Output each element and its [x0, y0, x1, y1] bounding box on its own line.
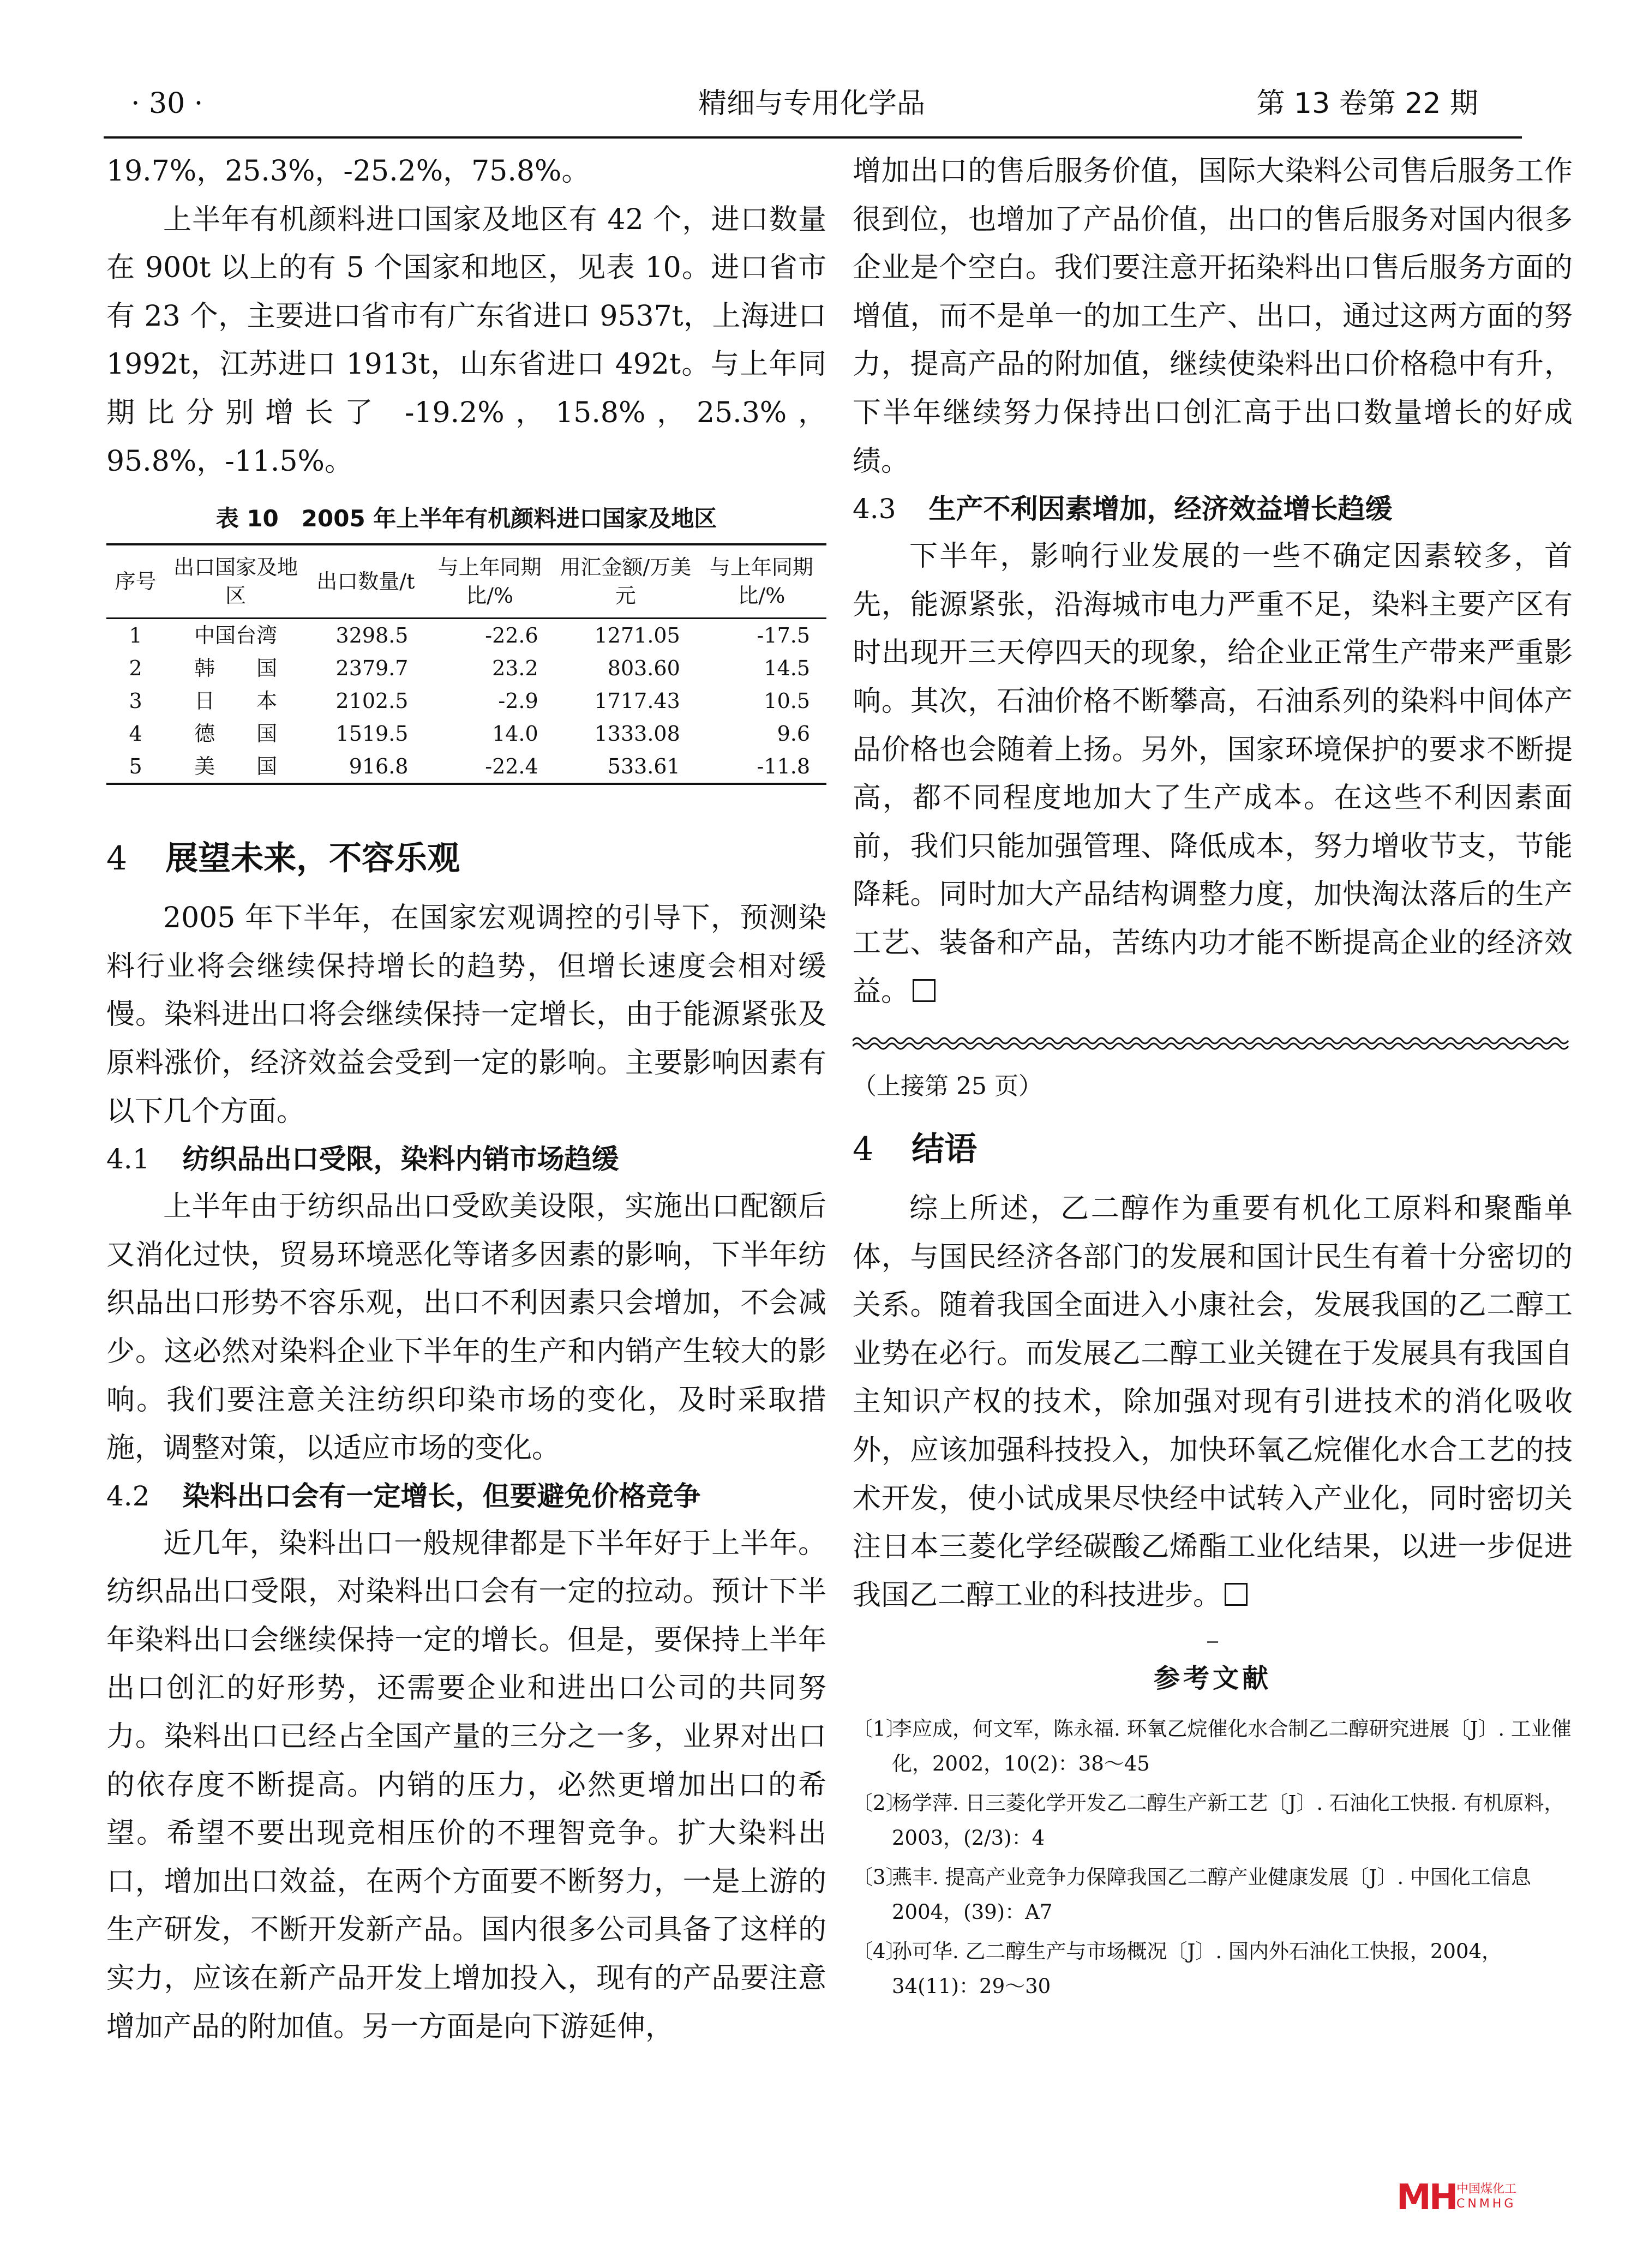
table-caption: 表 10 2005 年上半年有机颜料进口国家及地区 [215, 505, 717, 532]
table-cell: 10.5 [764, 689, 810, 713]
logo-mark: MH [1396, 2177, 1456, 2218]
table-cell: 日 本 [194, 689, 278, 713]
table-row [106, 717, 826, 750]
paragraph: 19.7%，25.3%，-25.2%，75.8%。 [106, 155, 590, 188]
reference-item [853, 1934, 1573, 2004]
table-header-cell: 出口数量/t [316, 569, 415, 594]
right-column [853, 147, 1573, 2008]
header-rule [104, 136, 1522, 139]
table-header-cell: 序号 [115, 569, 157, 594]
paragraph: 增加出口的售后服务价值，国际大染料公司售后服务工作很到位，也增加了产品价值，出口的售后服务对国内很多企业是个空白。我们要注意开拓染料出口售后服务方面的增值，而不是单一的加工生产、出口，通过这两方面的努力，提高产品的附加值，继续使染料出口价格稳中有升，下半年继续努力保持出口创汇高于出口数量增长的好成绩。 [853, 155, 1573, 478]
reference-text: 李应成，何文军，陈永福. 环氧乙烷催化水合制乙二醇研究进展〔J〕. 工业催化，2002，10(2)：38～45 [892, 1717, 1572, 1776]
table-header-cell: 与上年同期比/% [437, 555, 542, 608]
table-cell: 23.2 [492, 656, 538, 681]
continued-note: （上接第 25 页） [853, 1072, 1042, 1101]
page-header [104, 82, 1522, 125]
subsection-title: 生产不利因素增加，经济效益增长趋缓 [928, 493, 1393, 525]
table-header-cell: 与上年同期比/% [709, 555, 813, 608]
reference-item [853, 1712, 1573, 1781]
table-cell: 533.61 [607, 754, 680, 779]
table-row [106, 652, 826, 685]
reference-text: 孙可华. 乙二醇生产与市场概况〔J〕. 国内外石油化工快报，2004，34(11)：29～30 [892, 1940, 1502, 1999]
section-number: 4 [853, 1130, 874, 1169]
table-cell: 916.8 [349, 754, 409, 779]
table-header-row [106, 544, 826, 619]
volume-issue: 第 13 卷第 22 期 [1256, 87, 1478, 120]
table-cell: -22.6 [485, 623, 538, 648]
section-title: 展望未来，不容乐观 [165, 839, 460, 878]
table-cell: 9.6 [777, 722, 810, 746]
journal-title: 精细与专用化学品 [698, 87, 926, 120]
logo-en: CNMHG [1456, 2197, 1516, 2211]
table-cell: 3 [129, 689, 142, 713]
end-mark-icon [913, 979, 936, 1002]
paragraph-text: 下半年，影响行业发展的一些不确定因素较多，首先，能源紧张，沿海城市电力严重不足，染料主要产区有时出现开三天停四天的现象，给企业正常生产带来严重影响。其次，石油价格不断攀高，石油系列的染料中间体产品价格也会随着上扬。另外，国家环境保护的要求不断提高，都不同程度地加大了生产成本。在这些不利因素面前，我们只能加强管理、降低成本，努力增收节支，节能降耗。同时加大产品结构调整力度，加快淘汰落后的生产工艺、装备和产品，苦练内功才能不断提高企业的经济效益。 [853, 540, 1573, 1008]
reference-number: 〔4〕 [853, 1940, 906, 1964]
wavy-divider [853, 1035, 1573, 1052]
table-cell: 中国台湾 [194, 623, 278, 648]
table-cell: 14.0 [492, 722, 538, 746]
table-cell: 5 [129, 754, 142, 779]
table-cell: 1 [129, 623, 142, 648]
subsection-heading [106, 1473, 826, 1520]
table-cell: 韩 国 [194, 656, 278, 681]
section-heading [106, 834, 826, 883]
table-cell: 德 国 [194, 722, 278, 746]
paragraph: 上半年由于纺织品出口受欧美设限，实施出口配额后又消化过快，贸易环境恶化等诸多因素的影响，下半年纺织品出口形势不容乐观，出口不利因素只会增加，不会减少。这必然对染料企业下半年的生产和内销产生较大的影响。我们要注意关注纺织印染市场的变化，及时采取措施，调整对策，以适应市场的变化。 [106, 1190, 826, 1465]
table-cell: 2 [129, 656, 142, 681]
reference-number: 〔2〕 [853, 1791, 906, 1815]
end-mark-icon [1225, 1583, 1248, 1606]
table-row [106, 619, 826, 652]
table-cell: 803.60 [607, 656, 680, 681]
table-cell: -11.8 [757, 754, 810, 779]
paragraph: 2005 年下半年，在国家宏观调控的引导下，预测染料行业将会继续保持增长的趋势，但增长速度会相对缓慢。染料进出口将会继续保持一定增长，由于能源紧张及原料涨价，经济效益会受到一定的影响。主要影响因素有以下几个方面。 [106, 902, 826, 1128]
reference-item [853, 1860, 1573, 1930]
divider [1207, 1641, 1218, 1643]
paragraph: 上半年有机颜料进口国家及地区有 42 个，进口数量在 900t 以上的有 5 个国家和地区，见表 10。进口省市有 23 个，主要进口省市有广东省进口 9537t，上海进口 1992t，江苏进口 1913t，山东省进口 492t。与上年同期比分别增长了 -19.2%，15.8%，25.3%，95.8%，-11.5%。 [106, 203, 826, 478]
subsection-number: 4.1 [106, 1143, 150, 1175]
table-cell: 1519.5 [335, 722, 409, 746]
subsection-number: 4.3 [853, 493, 896, 525]
reference-number: 〔3〕 [853, 1865, 906, 1889]
table-cell: 1271.05 [594, 623, 680, 648]
paragraph [853, 532, 1573, 1016]
paragraph [853, 1185, 1573, 1619]
subsection-number: 4.2 [106, 1480, 150, 1512]
subsection-title: 染料出口会有一定增长，但要避免价格竞争 [182, 1480, 701, 1512]
reference-number: 〔1〕 [853, 1717, 906, 1741]
table-cell: 1717.43 [594, 689, 680, 713]
table-cell: 2102.5 [335, 689, 409, 713]
references-heading: 参考文献 [1153, 1663, 1272, 1694]
subsection-title: 纺织品出口受限，染料内销市场趋缓 [182, 1143, 619, 1175]
watermark-logo [1396, 2177, 1538, 2221]
left-column [106, 147, 826, 2051]
table-cell: 2379.7 [335, 656, 409, 681]
section-heading [853, 1125, 1573, 1174]
table-cell: 美 国 [194, 754, 278, 779]
table-row [106, 685, 826, 717]
table-cell: -17.5 [757, 623, 810, 648]
table-header-cell: 用汇金额/万美元 [560, 555, 692, 608]
logo-cn: 中国煤化工 [1456, 2182, 1517, 2196]
paragraph: 近几年，染料出口一般规律都是下半年好于上半年。纺织品出口受限，对染料出口会有一定的拉动。预计下半年染料出口会继续保持一定的增长。但是，要保持上半年出口创汇的好形势，还需要企业和进出口公司的共同努力。染料出口已经占全国产量的三分之一多，业界对出口的依存度不断提高。内销的压力，必然更增加出口的希望。希望不要出现竞相压价的不理智竞争。扩大染料出口，增加出口效益，在两个方面要不断努力，一是上游的生产研发，不断开发新产品。国内很多公司具备了这样的实力，应该在新产品开发上增加投入，现有的产品要注意增加产品的附加值。另一方面是向下游延伸， [106, 1527, 826, 2043]
section-title: 结语 [912, 1130, 978, 1169]
table-cell: 4 [129, 722, 142, 746]
reference-item [853, 1786, 1573, 1856]
import-table [106, 543, 826, 785]
table-cell: 1333.08 [594, 722, 680, 746]
table-cell: 3298.5 [335, 623, 409, 648]
subsection-heading [106, 1136, 826, 1183]
paragraph-text: 综上所述，乙二醇作为重要有机化工原料和聚酯单体，与国民经济各部门的发展和国计民生有着十分密切的关系。随着我国全面进入小康社会，发展我国的乙二醇工业势在必行。而发展乙二醇工业关键在于发展具有我国自主知识产权的技术，除加强对现有引进技术的消化吸收外，应该加强科技投入，加快环氧乙烷催化水合工艺的技术开发，使小试成果尽快经中试转入产业化，同时密切关注日本三菱化学经碳酸乙烯酯工业化结果，以进一步促进我国乙二醇工业的科技进步。 [853, 1192, 1573, 1612]
table-cell: -22.4 [485, 754, 538, 779]
section-number: 4 [106, 839, 128, 878]
table-header-cell: 出口国家及地区 [173, 555, 298, 608]
reference-text: 杨学萍. 日三菱化学开发乙二醇生产新工艺〔J〕. 石油化工快报. 有机原料，2003，(2/3)：4 [892, 1791, 1564, 1850]
page-number: · 30 · [131, 87, 203, 120]
subsection-heading [853, 485, 1573, 532]
reference-text: 燕丰. 提高产业竞争力保障我国乙二醇产业健康发展〔J〕. 中国化工信息 2004，(39)：A7 [892, 1865, 1531, 1924]
table-row [106, 750, 826, 784]
table-cell: 14.5 [764, 656, 810, 681]
table-cell: -2.9 [498, 689, 538, 713]
